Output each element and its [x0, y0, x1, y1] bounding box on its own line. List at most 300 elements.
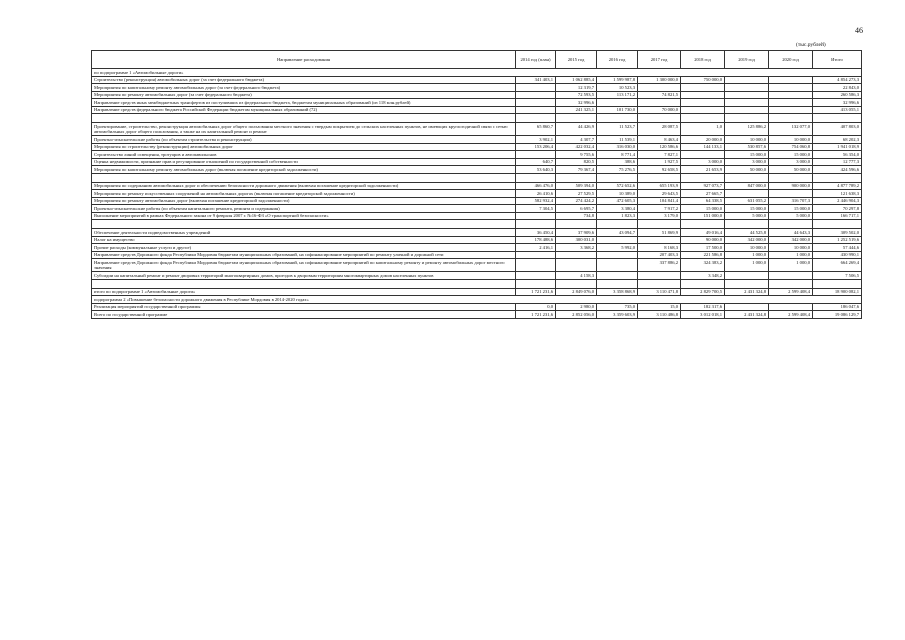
- spacer-cell: [681, 279, 725, 288]
- spacer-cell: [638, 173, 681, 182]
- spacer-cell: [681, 220, 725, 229]
- value-cell: 166 717,1: [813, 212, 862, 220]
- units-label: (тыс.рублей): [796, 42, 826, 48]
- value-cell: 125 886,2: [725, 123, 769, 136]
- value-cell: 342 000,0: [769, 236, 813, 244]
- spacer-cell: [769, 220, 813, 229]
- value-cell: 2 416,1: [516, 244, 556, 252]
- value-cell: 2 852 056,0: [556, 311, 597, 319]
- table-row: [92, 303, 862, 311]
- table-row: [92, 212, 862, 220]
- value-cell: 927 073,7: [681, 182, 725, 190]
- table-row: [92, 272, 862, 280]
- value-cell: 3 000,0: [769, 158, 813, 166]
- value-cell: 44 426,9: [556, 123, 597, 136]
- spacer-cell: [725, 220, 769, 229]
- value-cell: 57 444,6: [813, 244, 862, 252]
- value-cell: [725, 190, 769, 198]
- value-cell: [769, 303, 813, 311]
- value-cell: 3 902,1: [516, 136, 556, 144]
- spacer-cell: [92, 279, 516, 288]
- row-label: итого по подпрограмме 1 «Автомобильные дороги»: [92, 288, 516, 296]
- value-cell: 342 000,0: [725, 236, 769, 244]
- value-cell: 3 348,2: [681, 272, 725, 280]
- section-row: [92, 69, 862, 77]
- value-cell: 20 000,0: [681, 136, 725, 144]
- value-cell: 70 297,8: [813, 205, 862, 213]
- value-cell: 655 193,9: [638, 182, 681, 190]
- value-cell: 2 829 700,5: [681, 288, 725, 296]
- column-header: Направление расходования: [92, 51, 516, 69]
- value-cell: 1,0: [681, 123, 725, 136]
- value-cell: 43 094,7: [597, 229, 638, 237]
- value-cell: 151 000,0: [681, 212, 725, 220]
- value-cell: [516, 259, 556, 272]
- value-cell: 3 000,0: [725, 158, 769, 166]
- value-cell: 221 586,8: [681, 251, 725, 259]
- row-label: Мероприятия по ремонту автомобильных дорог (включая погашение кредиторской задолженности): [92, 197, 516, 205]
- spacer-cell: [597, 279, 638, 288]
- value-cell: 32 996,6: [813, 99, 862, 107]
- value-cell: 422 032,4: [556, 143, 597, 151]
- table-row: [92, 158, 862, 166]
- value-cell: 75 276,5: [597, 166, 638, 174]
- value-cell: 316 030,0: [597, 143, 638, 151]
- row-label: Направление средств Дорожного фонда Республики Мордовия бюджетам муниципальных образований, на софинансирование мероприятий по капитальному ремонту и ремонту автомобильных дорог местного значения: [92, 259, 516, 272]
- value-cell: 9 755,6: [556, 151, 597, 159]
- value-cell: 50 000,0: [769, 166, 813, 174]
- row-label: Оценка недвижимости, признание прав и регулирование отношений по государственной собственности: [92, 158, 516, 166]
- spacer-row: [92, 279, 862, 288]
- value-cell: 341 403,1: [516, 76, 556, 84]
- spacer-row: [92, 114, 862, 123]
- value-cell: 182 317,6: [681, 303, 725, 311]
- value-cell: 2 431 324,8: [725, 311, 769, 319]
- spacer-cell: [725, 114, 769, 123]
- value-cell: 2 980,0: [556, 303, 597, 311]
- value-cell: 10 000,0: [769, 244, 813, 252]
- value-cell: [769, 190, 813, 198]
- value-cell: 1 599 987,8: [597, 76, 638, 84]
- value-cell: 70 000,0: [638, 106, 681, 114]
- value-cell: 104 841,4: [638, 197, 681, 205]
- value-cell: 64 338,5: [681, 197, 725, 205]
- spacer-cell: [92, 114, 516, 123]
- value-cell: 241 325,1: [556, 106, 597, 114]
- value-cell: 5 992,0: [597, 244, 638, 252]
- table-row: [92, 190, 862, 198]
- value-cell: [516, 91, 556, 99]
- value-cell: 664 269,4: [813, 259, 862, 272]
- value-cell: 50 000,0: [725, 166, 769, 174]
- column-header: 2018 год: [681, 51, 725, 69]
- table-row: [92, 84, 862, 92]
- value-cell: 10 000,0: [725, 136, 769, 144]
- value-cell: 21 653,9: [681, 166, 725, 174]
- value-cell: 3 359 603,9: [597, 311, 638, 319]
- value-cell: 92 658,5: [638, 166, 681, 174]
- value-cell: 1 000,0: [725, 251, 769, 259]
- value-cell: 631 055,2: [725, 197, 769, 205]
- spacer-cell: [813, 173, 862, 182]
- value-cell: 5 000,0: [725, 212, 769, 220]
- value-cell: 734,8: [556, 212, 597, 220]
- value-cell: 407 803,0: [813, 123, 862, 136]
- page-number: 46: [855, 26, 863, 35]
- value-cell: 3 110 471,8: [638, 288, 681, 296]
- value-cell: 1 000,0: [769, 259, 813, 272]
- value-cell: 820,5: [556, 158, 597, 166]
- value-cell: 22 843,0: [813, 84, 862, 92]
- value-cell: 472 605,3: [597, 197, 638, 205]
- value-cell: 2 446 904,3: [813, 197, 862, 205]
- section-label: подпрограмма 2 «Повышение безопасности дорожного движения в Республике Мордовия в 2014-2020 годах»: [92, 296, 862, 304]
- value-cell: 11 539,1: [597, 136, 638, 144]
- value-cell: 178 488,6: [516, 236, 556, 244]
- value-cell: 101 730,0: [597, 106, 638, 114]
- column-header: 2016 год: [597, 51, 638, 69]
- value-cell: [516, 212, 556, 220]
- value-cell: 4 158,3: [556, 272, 597, 280]
- value-cell: 260 586,3: [813, 91, 862, 99]
- spacer-cell: [725, 279, 769, 288]
- value-cell: 4 877 789,2: [813, 182, 862, 190]
- value-cell: 37 909,6: [556, 229, 597, 237]
- spacer-cell: [597, 114, 638, 123]
- column-header: 2020 год: [769, 51, 813, 69]
- value-cell: 1 252 519,6: [813, 236, 862, 244]
- value-cell: 207 403,3: [638, 251, 681, 259]
- section-label: по подпрограмме 1 «Автомобильные дороги»: [92, 69, 862, 77]
- spacer-cell: [516, 279, 556, 288]
- value-cell: 113 171,2: [597, 91, 638, 99]
- spacer-cell: [556, 220, 597, 229]
- value-cell: 5 000,0: [769, 212, 813, 220]
- value-cell: [769, 91, 813, 99]
- value-cell: 120 586,6: [638, 143, 681, 151]
- value-cell: 18 900 082,1: [813, 288, 862, 296]
- value-cell: [556, 251, 597, 259]
- value-cell: 509 394,0: [556, 182, 597, 190]
- value-cell: 15 000,0: [725, 205, 769, 213]
- value-cell: 1 721 231,6: [516, 311, 556, 319]
- value-cell: [516, 272, 556, 280]
- value-cell: [725, 76, 769, 84]
- row-label: Реализация мероприятий государственной программы: [92, 303, 516, 311]
- value-cell: [516, 106, 556, 114]
- spacer-row: [92, 173, 862, 182]
- table-row: [92, 288, 862, 296]
- value-cell: 2 431 324,8: [725, 288, 769, 296]
- row-label: Мероприятия по ремонту искусственных сооружений на автомобильных дорогах (включая погашение кредиторской задолженности): [92, 190, 516, 198]
- value-cell: [597, 259, 638, 272]
- value-cell: 1 721 231,6: [516, 288, 556, 296]
- section-row: [92, 296, 862, 304]
- value-cell: [769, 76, 813, 84]
- value-cell: [769, 84, 813, 92]
- value-cell: 274 424,2: [556, 197, 597, 205]
- spacer-cell: [556, 114, 597, 123]
- value-cell: 17 500,0: [681, 244, 725, 252]
- value-cell: 186 047,6: [813, 303, 862, 311]
- row-label: Субсидии на капитальный ремонт и ремонт дворовых территорий многоквартирных домов, проездов к дворовым территориям многоквартирных домов населенных пунктов: [92, 272, 516, 280]
- value-cell: [725, 84, 769, 92]
- spacer-cell: [516, 220, 556, 229]
- value-cell: 7 917,2: [638, 205, 681, 213]
- value-cell: 6 695,7: [556, 205, 597, 213]
- value-cell: [681, 91, 725, 99]
- value-cell: 132 077,0: [769, 123, 813, 136]
- value-cell: [556, 259, 597, 272]
- row-label: Налог на имущество: [92, 236, 516, 244]
- value-cell: 388,6: [597, 158, 638, 166]
- row-label: Проектирование, строительство, реконструкция автомобильных дорог общего пользования местного значения с твердым покрытием до сельских населенных пунктов, не имеющих круглогодичной связи с сетью автомобильных дорог общего пользования, а также на их капитальный ремонт и ремонт: [92, 123, 516, 136]
- row-label: Строительство (реконструкция) автомобильных дорог (за счет федерального бюджета): [92, 76, 516, 84]
- value-cell: 144 133,1: [681, 143, 725, 151]
- value-cell: 15,0: [638, 303, 681, 311]
- spacer-cell: [769, 114, 813, 123]
- value-cell: 68 202,3: [813, 136, 862, 144]
- value-cell: 1 927,5: [638, 158, 681, 166]
- row-label: Мероприятия по капитальному ремонту автомобильных дорог (включая погашение кредиторской задолженности): [92, 166, 516, 174]
- row-label: Проектно-изыскательские работы (по объектам капитального ремонта, ремонта и содержания): [92, 205, 516, 213]
- value-cell: 413 055,1: [813, 106, 862, 114]
- value-cell: 12 319,7: [556, 84, 597, 92]
- value-cell: 10 000,0: [725, 244, 769, 252]
- row-label: Мероприятия по капитальному ремонту автомобильных дорог (за счет федерального бюджета): [92, 84, 516, 92]
- spacer-cell: [769, 173, 813, 182]
- row-label: Обеспечение деятельности подведомственных учреждений: [92, 229, 516, 237]
- value-cell: 530 857,6: [725, 143, 769, 151]
- row-label: Мероприятия по содержанию автомобильных дорог и обеспечению безопасности дорожного движения (включая погашение кредиторской задолженности): [92, 182, 516, 190]
- spacer-cell: [638, 114, 681, 123]
- column-header: 2017 год: [638, 51, 681, 69]
- value-cell: 8 463,4: [638, 136, 681, 144]
- value-cell: 51 869,9: [638, 229, 681, 237]
- table-row: [92, 197, 862, 205]
- value-cell: 1 000,0: [725, 259, 769, 272]
- value-cell: 3 368,2: [556, 244, 597, 252]
- value-cell: 424 596,6: [813, 166, 862, 174]
- value-cell: [725, 303, 769, 311]
- value-cell: 640,7: [516, 158, 556, 166]
- value-cell: 309 502,0: [813, 229, 862, 237]
- value-cell: [681, 151, 725, 159]
- value-cell: 300 031,0: [556, 236, 597, 244]
- value-cell: 316 707,3: [769, 197, 813, 205]
- spacer-cell: [92, 220, 516, 229]
- spacer-cell: [92, 173, 516, 182]
- value-cell: 10 000,0: [769, 136, 813, 144]
- spacer-cell: [725, 173, 769, 182]
- value-cell: 27 529,5: [556, 190, 597, 198]
- row-label: Мероприятия по строительству (реконструкции) автомобильных дорог: [92, 143, 516, 151]
- spacer-row: [92, 220, 862, 229]
- table-row: [92, 229, 862, 237]
- value-cell: [638, 236, 681, 244]
- value-cell: 79 367,4: [556, 166, 597, 174]
- value-cell: 56 354,0: [813, 151, 862, 159]
- value-cell: 1 823,3: [597, 212, 638, 220]
- table-row: [92, 251, 862, 259]
- spacer-cell: [597, 220, 638, 229]
- value-cell: 15 000,0: [769, 205, 813, 213]
- value-cell: [597, 99, 638, 107]
- value-cell: 15 000,0: [725, 151, 769, 159]
- value-cell: 735,0: [597, 303, 638, 311]
- table-header-row: [92, 51, 862, 69]
- value-cell: 10 523,3: [597, 84, 638, 92]
- value-cell: 28 087,5: [638, 123, 681, 136]
- value-cell: 7 304,5: [516, 205, 556, 213]
- column-header: Итого: [813, 51, 862, 69]
- row-label: Направление средств Дорожного фонда Республики Мордовия бюджетам муниципальных образований, на софинансирование мероприятий по ремонту уличной и дорожной сети: [92, 251, 516, 259]
- value-cell: [638, 272, 681, 280]
- value-cell: 3 012 018,1: [681, 311, 725, 319]
- value-cell: [638, 84, 681, 92]
- value-cell: [597, 272, 638, 280]
- value-cell: 44 525,8: [725, 229, 769, 237]
- value-cell: 3 380,4: [597, 205, 638, 213]
- spacer-cell: [638, 220, 681, 229]
- value-cell: [769, 272, 813, 280]
- value-cell: 19 086 129,7: [813, 311, 862, 319]
- spacer-cell: [638, 279, 681, 288]
- value-cell: 430 990,1: [813, 251, 862, 259]
- value-cell: 754 060,8: [769, 143, 813, 151]
- table-row: [92, 99, 862, 107]
- value-cell: [516, 251, 556, 259]
- value-cell: 1 941 018,9: [813, 143, 862, 151]
- column-header: 2015 год: [556, 51, 597, 69]
- table-row: [92, 182, 862, 190]
- spacer-cell: [681, 173, 725, 182]
- table-row: [92, 236, 862, 244]
- value-cell: 900 000,0: [769, 182, 813, 190]
- value-cell: 1 000,0: [769, 251, 813, 259]
- value-cell: 3 358 868,9: [597, 288, 638, 296]
- value-cell: [681, 84, 725, 92]
- value-cell: [725, 106, 769, 114]
- spacer-cell: [556, 173, 597, 182]
- value-cell: [769, 106, 813, 114]
- spacer-cell: [681, 114, 725, 123]
- value-cell: 27 665,7: [681, 190, 725, 198]
- table-body: [92, 69, 862, 319]
- value-cell: 1 300 000,0: [638, 76, 681, 84]
- value-cell: 11 523,7: [597, 123, 638, 136]
- value-cell: 7 506,5: [813, 272, 862, 280]
- value-cell: 324 383,2: [681, 259, 725, 272]
- value-cell: [725, 99, 769, 107]
- value-cell: 847 000,0: [725, 182, 769, 190]
- table-row: [92, 143, 862, 151]
- budget-table: [91, 50, 862, 319]
- value-cell: 582 932,4: [516, 197, 556, 205]
- value-cell: 36 450,4: [516, 229, 556, 237]
- value-cell: [516, 151, 556, 159]
- table-row: [92, 136, 862, 144]
- value-cell: 466 476,0: [516, 182, 556, 190]
- spacer-cell: [813, 279, 862, 288]
- value-cell: 7 827,1: [638, 151, 681, 159]
- value-cell: 15 000,0: [681, 205, 725, 213]
- value-cell: 2 599 408,4: [769, 311, 813, 319]
- value-cell: 90 000,0: [681, 236, 725, 244]
- value-cell: 15 000,0: [769, 151, 813, 159]
- table-row: [92, 166, 862, 174]
- spacer-cell: [813, 114, 862, 123]
- value-cell: [769, 99, 813, 107]
- value-cell: 49 016,4: [681, 229, 725, 237]
- spacer-cell: [769, 279, 813, 288]
- value-cell: 8 771,4: [597, 151, 638, 159]
- spacer-cell: [516, 173, 556, 182]
- row-label: Всего по государственной программе: [92, 311, 516, 319]
- value-cell: 74 821,5: [638, 91, 681, 99]
- value-cell: [516, 99, 556, 107]
- table-row: [92, 76, 862, 84]
- value-cell: [681, 99, 725, 107]
- row-label: Выполнение мероприятий в рамках Федерального закона от 9 февраля 2007 г. №16-ФЗ «О транспортной безопасности»: [92, 212, 516, 220]
- value-cell: 572 652,6: [597, 182, 638, 190]
- value-cell: 12 777,3: [813, 158, 862, 166]
- row-label: Направление средств федерального бюджета Российской Федерации бюджетам муниципальных образований (72): [92, 106, 516, 114]
- value-cell: [597, 251, 638, 259]
- table-row: [92, 91, 862, 99]
- column-header: 2014 год (план): [516, 51, 556, 69]
- value-cell: [725, 91, 769, 99]
- table-row: [92, 311, 862, 319]
- table-row: [92, 151, 862, 159]
- spacer-cell: [597, 173, 638, 182]
- spacer-cell: [813, 220, 862, 229]
- value-cell: 3 000,0: [681, 158, 725, 166]
- value-cell: 26 410,6: [516, 190, 556, 198]
- value-cell: 44 643,3: [769, 229, 813, 237]
- value-cell: 121 638,3: [813, 190, 862, 198]
- value-cell: 0,0: [516, 303, 556, 311]
- table-row: [92, 259, 862, 272]
- value-cell: 10 389,0: [597, 190, 638, 198]
- row-label: Прочие расходы (коммунальные услуги и другое): [92, 244, 516, 252]
- spacer-cell: [516, 114, 556, 123]
- value-cell: 750 000,0: [681, 76, 725, 84]
- value-cell: 1 062 885,4: [556, 76, 597, 84]
- row-label: Проектно-изыскательские работы (по объектам строительства и реконструкции): [92, 136, 516, 144]
- value-cell: 4 307,7: [556, 136, 597, 144]
- value-cell: [638, 99, 681, 107]
- value-cell: [681, 106, 725, 114]
- value-cell: 2 849 076,0: [556, 288, 597, 296]
- value-cell: 29 643,5: [638, 190, 681, 198]
- column-header: 2019 год: [725, 51, 769, 69]
- value-cell: 32 996,6: [556, 99, 597, 107]
- value-cell: 72 593,5: [556, 91, 597, 99]
- table-row: [92, 244, 862, 252]
- value-cell: 337 886,2: [638, 259, 681, 272]
- row-label: Строительство линий освещения, тротуаров и автопавильонов: [92, 151, 516, 159]
- value-cell: 8 168,3: [638, 244, 681, 252]
- value-cell: 3 110 486,8: [638, 311, 681, 319]
- value-cell: [725, 272, 769, 280]
- value-cell: 3 179,0: [638, 212, 681, 220]
- value-cell: 153 206,4: [516, 143, 556, 151]
- row-label: Мероприятия по ремонту автомобильных дорог (за счет федерального бюджета): [92, 91, 516, 99]
- row-label: Направление средств иных межбюджетных трансфертов из поступивших из федерального бюджета, бюджетам муниципальных образований (из 118 млн.рублей): [92, 99, 516, 107]
- value-cell: 53 640,3: [516, 166, 556, 174]
- table-row: [92, 205, 862, 213]
